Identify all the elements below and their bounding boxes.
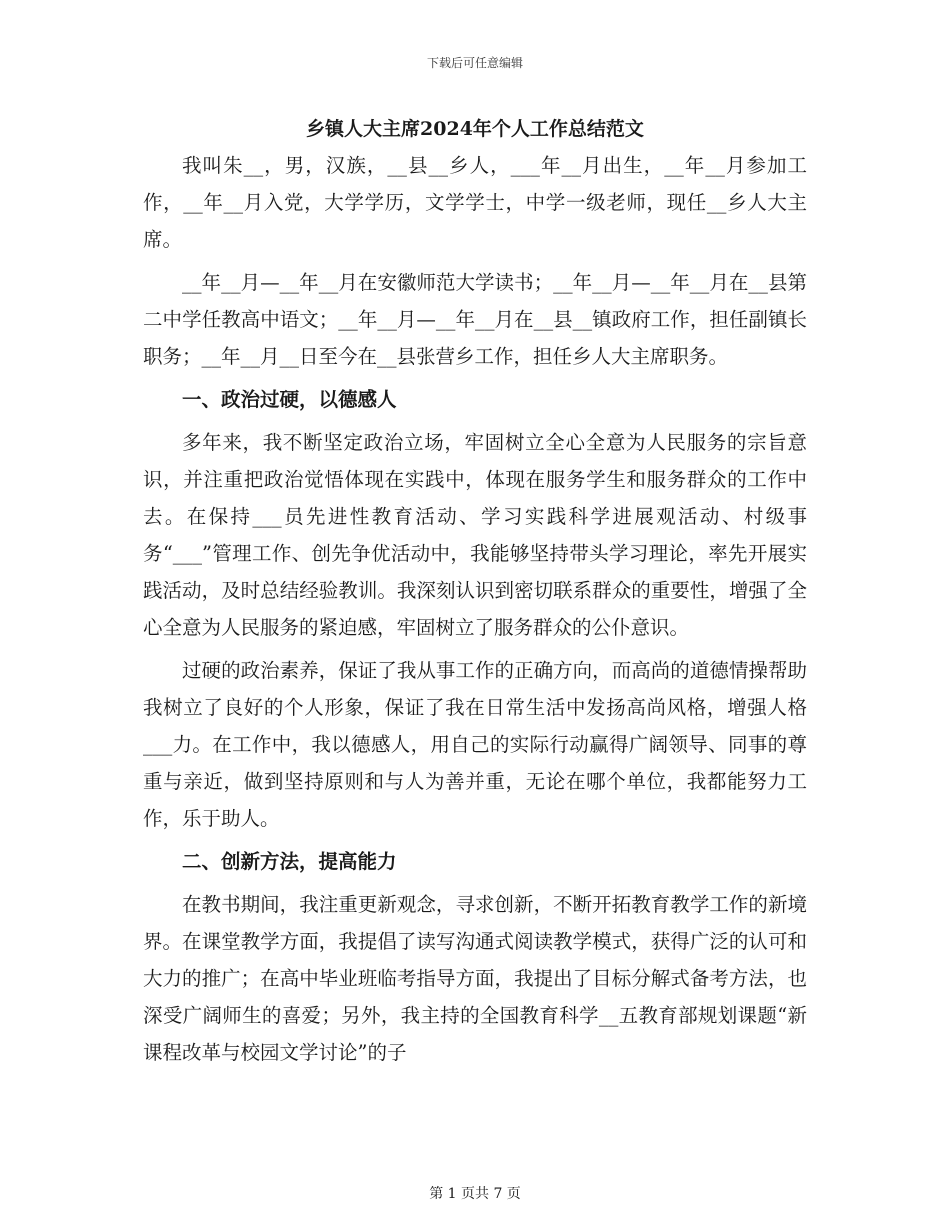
paragraph-politics-1: 多年来，我不断坚定政治立场，牢固树立全心全意为人民服务的宗旨意识，并注重把政治觉悟体现在实践中，体现在服务学生和服务群众的工作中去。在保持___员先进性教育活动、学习实践科学进展观活动、村级事务“___”管理工作、创先争优活动中，我能够坚持带头学习理论，率先开展实践活动，及时总结经验教训。我深刻认识到密切联系群众的重要性，增强了全心全意为人民服务的紧迫感，牢固树立了服务群众的公仆意识。 — [143, 431, 807, 639]
paragraph-politics-2: 过硬的政治素养，保证了我从事工作的正确方向，而高尚的道德情操帮助我树立了良好的个人形象，保证了我在日常生活中发扬高尚风格，增强人格___力。在工作中，我以德感人，用自己的实际行动赢得广阔领导、同事的尊重与亲近，做到坚持原则和与人为善并重，无论在哪个单位，我都能努力工作，乐于助人。 — [143, 659, 807, 830]
paragraph-resume: __年__月—__年__月在安徽师范大学读书；__年__月—__年__月在__县第二中学任教高中语文；__年__月—__年__月在__县__镇政府工作，担任副镇长职务；__年__月__日至今在__县张营乡工作，担任乡人大主席职务。 — [143, 271, 807, 368]
paragraph-innovation-1: 在教书期间，我注重更新观念，寻求创新，不断开拓教育教学工作的新境界。在课堂教学方面，我提倡了读写沟通式阅读教学模式，获得广泛的认可和大力的推广；在高中毕业班临考指导方面，我提出了目标分解式备考方法，也深受广阔师生的喜爱；另外，我主持的全国教育科学__五教育部规划课题“新课程改革与校园文学讨论”的子 — [143, 893, 807, 1064]
page-number: 第 1 页共 7 页 — [429, 1186, 521, 1202]
paragraph-intro: 我叫朱__，男，汉族，__县__乡人，___年__月出生，__年__月参加工作，__年__月入党，大学学历，文学学士，中学一级老师，现任__乡人大主席。 — [143, 154, 807, 251]
page-header-note: 下载后可任意编辑 — [426, 56, 523, 70]
section-heading-politics: 一、政治过硬，以德感人 — [182, 388, 397, 411]
section-heading-innovation: 二、创新方法，提高能力 — [182, 850, 397, 873]
document-body — [143, 112, 807, 1071]
document-title: 乡镇人大主席2024年个人工作总结范文 — [306, 118, 644, 140]
